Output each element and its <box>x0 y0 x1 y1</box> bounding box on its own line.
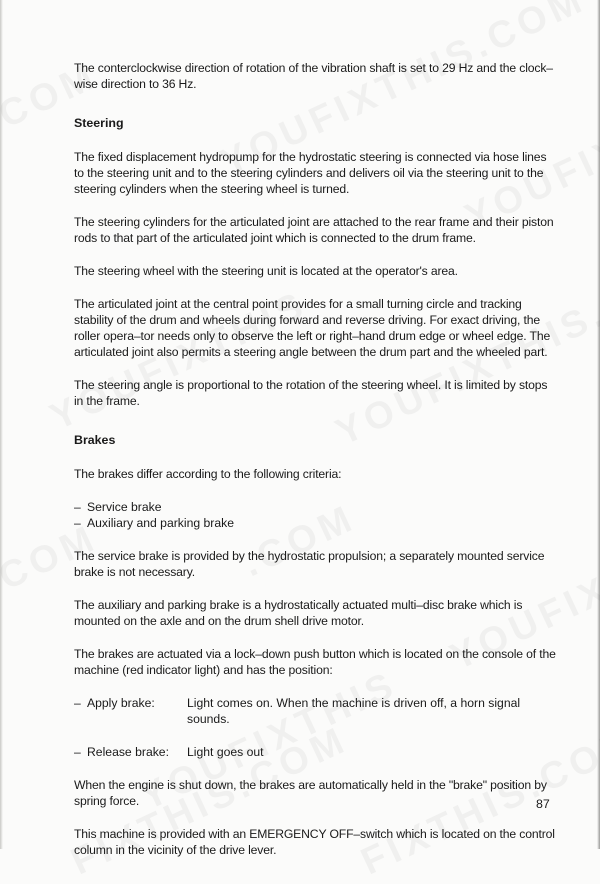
brakes-closing-paragraph: This machine is provided with an EMERGENCY OFF–switch which is located on the control column in the vicinity of the drive lever. <box>74 827 555 857</box>
intro-paragraph: The conterclockwise direction of rotation of the vibration shaft is set to 29 Hz and the clock–wise direction to 36 Hz. <box>74 61 553 91</box>
position-term: Apply brake: <box>87 696 155 710</box>
steering-paragraph: The steering cylinders for the articulated joint are attached to the rear frame and their piston rods to that part of the articulated joint which is connected to the drum frame. <box>74 215 554 245</box>
dash-bullet: – <box>74 500 81 514</box>
brake-type-list <box>74 499 558 531</box>
brakes-paragraph: The service brake is provided by the hydrostatic propulsion; a separately mounted service brake is not necessary. <box>74 549 545 579</box>
brakes-intro: The brakes differ according to the following criteria: <box>74 467 342 481</box>
brakes-paragraph: The brakes are actuated via a lock–down push button which is located on the console of the machine (red indicator light) and has the position: <box>74 647 556 677</box>
steering-paragraph: The steering angle is proportional to the rotation of the steering wheel. It is limited by stops in the frame. <box>74 378 548 408</box>
list-item <box>74 499 558 515</box>
position-term: Release brake: <box>87 745 169 759</box>
list-item-text: Auxiliary and parking brake <box>87 516 235 530</box>
dash-bullet: – <box>74 516 81 530</box>
brakes-closing-paragraph: When the engine is shut down, the brakes are automatically held in the "brake" position by spring force. <box>74 778 547 808</box>
brake-position-apply <box>74 695 558 727</box>
page-left-edge <box>0 0 3 849</box>
steering-paragraph: The articulated joint at the central point provides for a small turning circle and tracking stability of the drum and wheels during forward and reverse driving. For exact driving, the roller opera–tor needs only to observe the left or right–hand drum edge or wheel edge. The articulated joint also permits a steering angle between the drum part and the wheeled part. <box>74 297 551 359</box>
dash-bullet: – <box>74 696 81 710</box>
section-heading-brakes: Brakes <box>74 433 116 447</box>
section-heading-steering: Steering <box>74 116 124 130</box>
brake-position-release <box>74 744 558 760</box>
position-description: Light comes on. When the machine is driven off, a horn signal sounds. <box>187 696 521 726</box>
dash-bullet: – <box>74 745 81 759</box>
position-description: Light goes out <box>187 745 264 759</box>
document-body <box>74 60 558 875</box>
list-item-text: Service brake <box>87 500 162 514</box>
steering-paragraph: The steering wheel with the steering unit is located at the operator's area. <box>74 264 458 278</box>
page-number: 87 <box>536 797 550 811</box>
steering-paragraph: The fixed displacement hydropump for the hydrostatic steering is connected via hose lines to the steering unit and to the steering cylinders and delivers oil via the steering unit to the steering cylinders when the steering wheel is turned. <box>74 150 547 196</box>
list-item <box>74 515 558 531</box>
brakes-paragraph: The auxiliary and parking brake is a hydrostatically actuated multi–disc brake which is mounted on the axle and on the drum shell drive motor. <box>74 598 523 628</box>
